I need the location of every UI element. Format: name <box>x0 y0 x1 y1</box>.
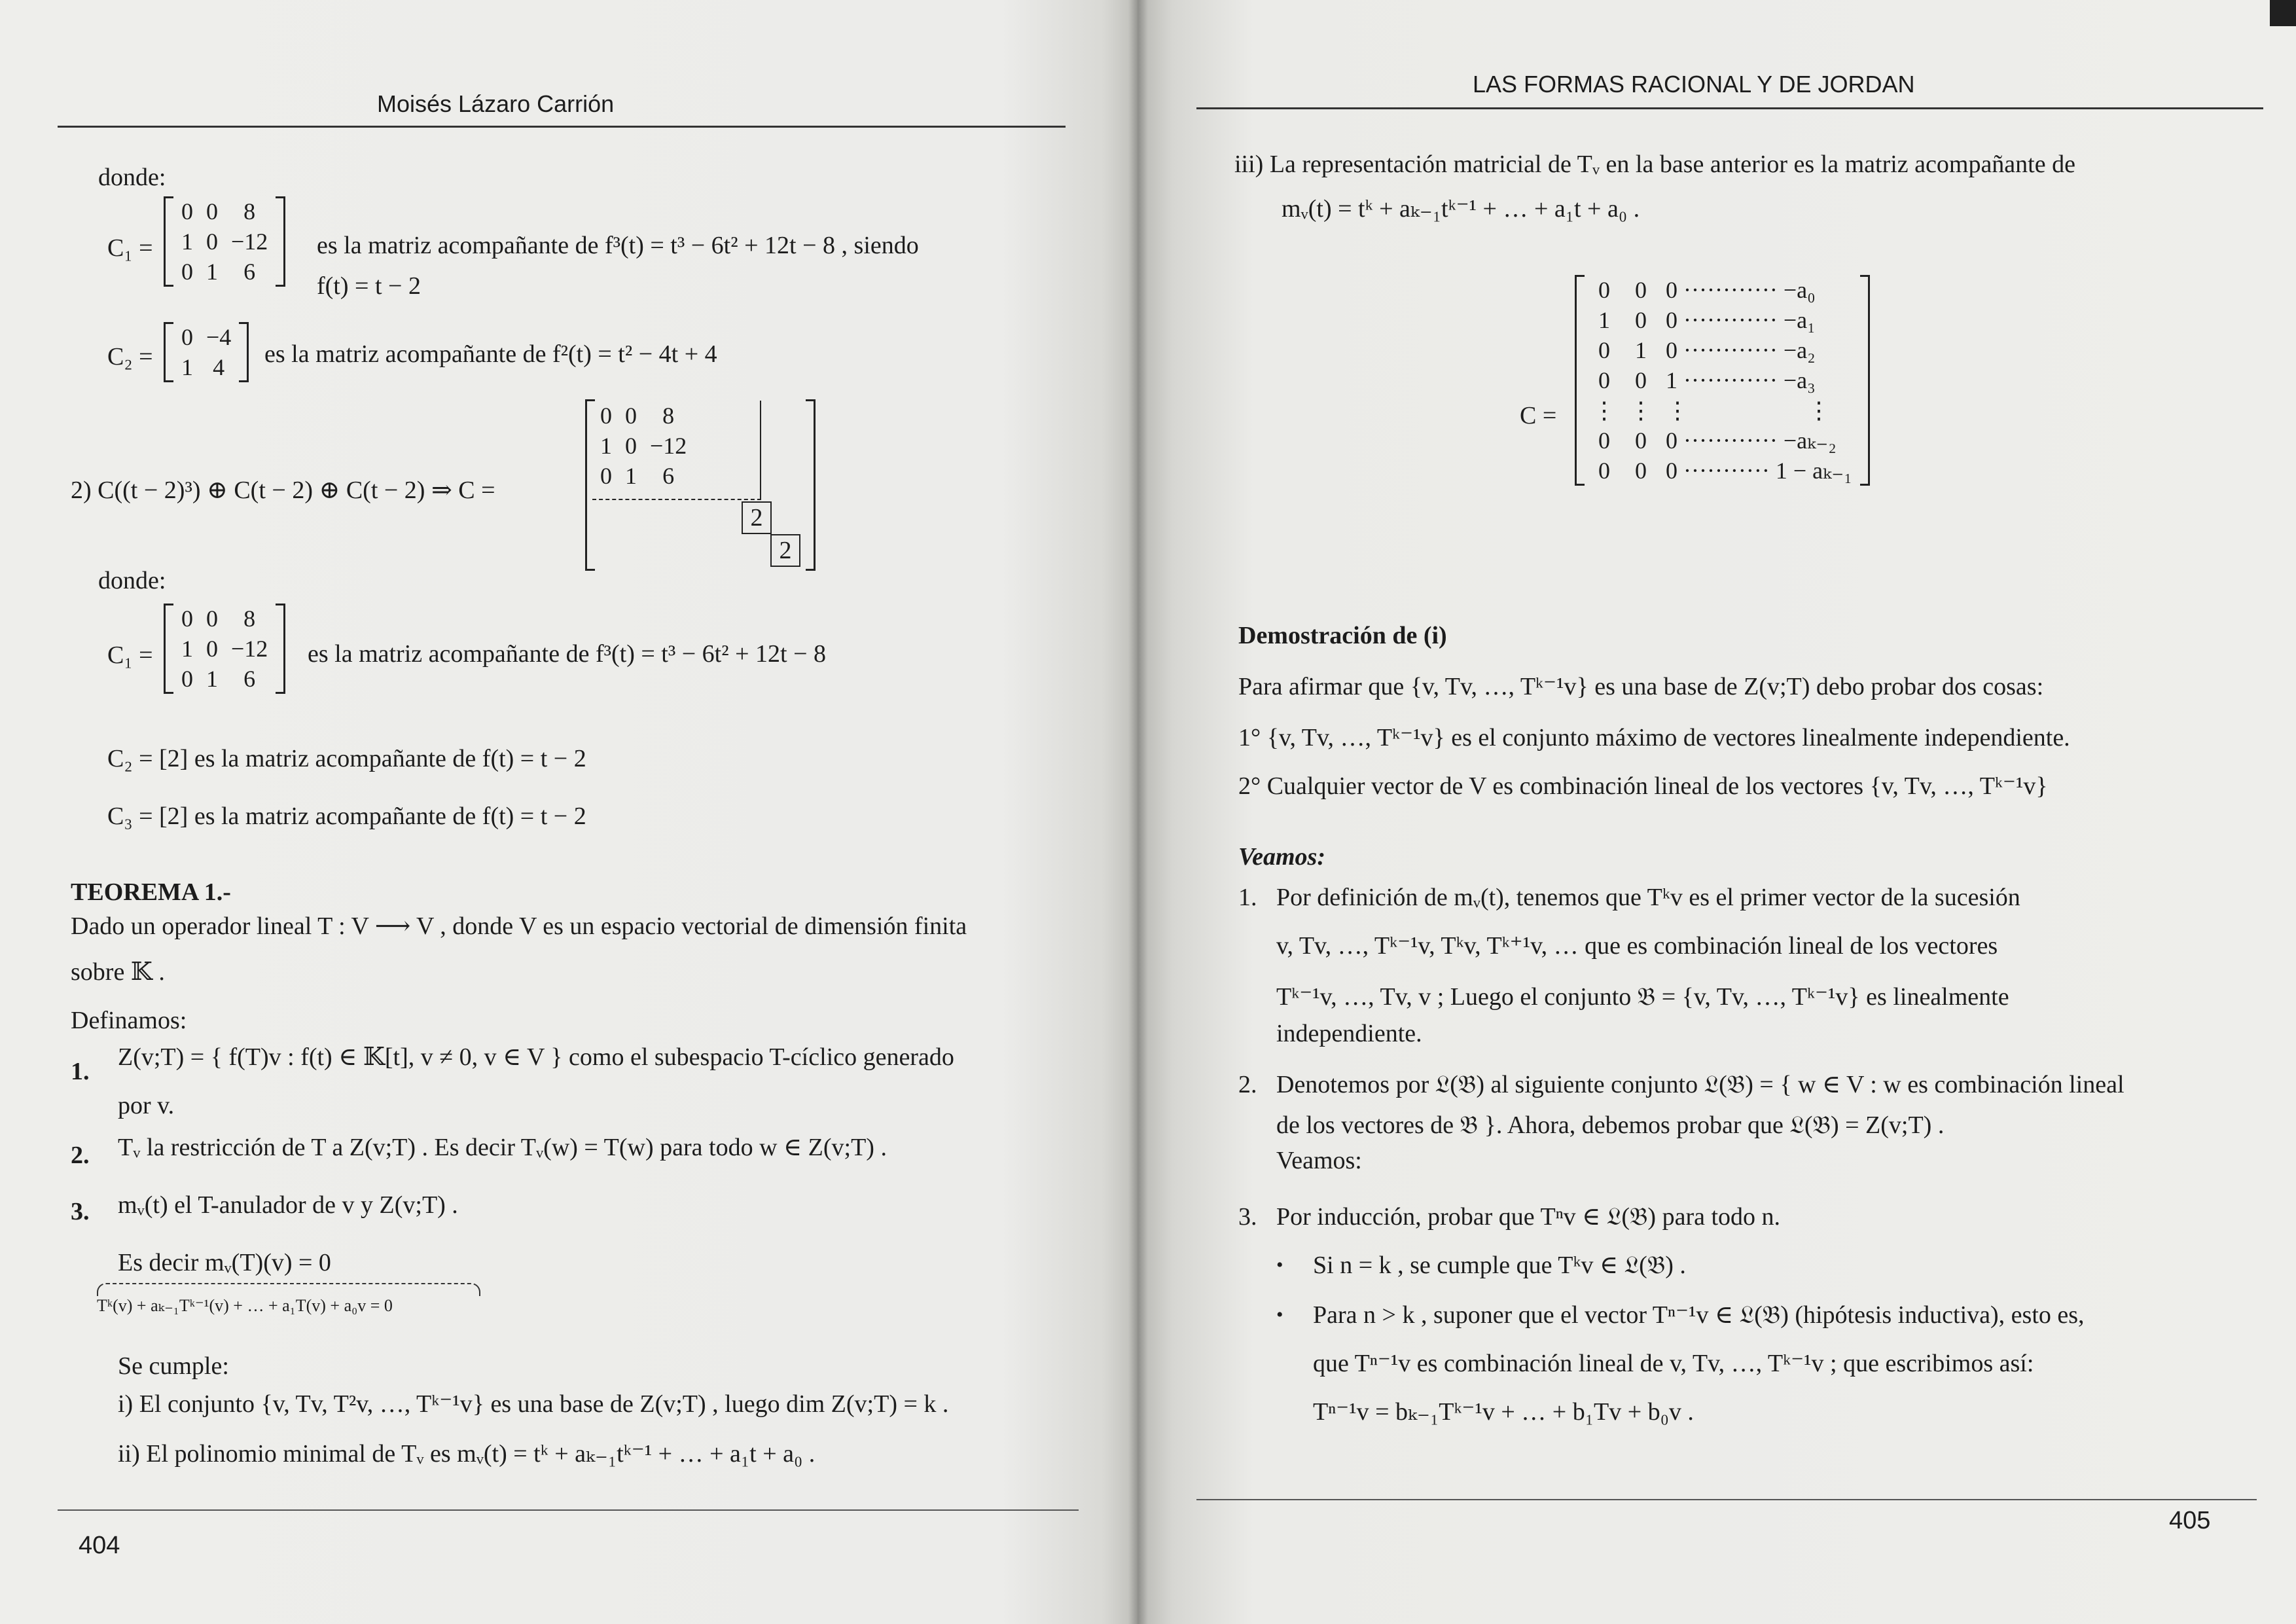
case-n-gt-k-line-3: Tⁿ⁻¹v = bₖ₋₁Tᵏ⁻¹v + … + b₁Tv + b₀v . <box>1313 1398 1694 1426</box>
c3b-line: C₃ = [2] es la matriz acompañante de f(t) = t − 2 <box>107 803 586 830</box>
c1-description: es la matriz acompañante de f³(t) = t³ − 6t² + 12t − 8 , siendo <box>317 232 919 259</box>
bullet-icon: • <box>1276 1254 1283 1276</box>
c1b-description: es la matriz acompañante de f³(t) = t³ − 6t² + 12t − 8 <box>308 640 827 668</box>
point-2-number: 2. <box>1238 1071 1257 1098</box>
companion-matrix-label: C = <box>1520 402 1557 429</box>
companion-matrix: 0 0 0 ············ −a₀ 1 0 0 ············ −a₁ 0 1 0 ············ −a₂ 0 0 1 ············ −a₃ ⋮ ⋮ ⋮ ⋮ 0 0 0 ············ −aₖ₋₂ 0 0 0 ··········· 1 − aₖ₋₁ <box>1575 275 1870 486</box>
property-ii: ii) El polinomio minimal de Tᵥ es mᵥ(t) = tᵏ + aₖ₋₁tᵏ⁻¹ + … + a₁t + a₀ . <box>118 1440 816 1468</box>
item-2-direct-sum: 2) C((t − 2)³) ⊕ C(t − 2) ⊕ C(t − 2) ⇒ C = <box>71 477 495 504</box>
def-2: Tᵥ la restricción de T a Z(v;T) . Es decir Tᵥ(w) = T(w) para todo w ∈ Z(v;T) . <box>118 1134 887 1161</box>
right-page <box>1138 0 2296 1624</box>
annihilator-equation: Tᵏ(v) + aₖ₋₁Tᵏ⁻¹(v) + … + a₁T(v) + a₀v = 0 <box>97 1296 393 1315</box>
c2b-line: C₂ = [2] es la matriz acompañante de f(t) = t − 2 <box>107 745 586 772</box>
block-diagonal-matrix: 0 0 8 1 0 −12 0 1 6 2 2 <box>585 399 816 571</box>
se-cumple-label: Se cumple: <box>118 1352 229 1380</box>
point-1-line-3: Tᵏ⁻¹v, …, Tv, v ; Luego el conjunto 𝔅 = {v, Tv, …, Tᵏ⁻¹v} es linealmente <box>1276 983 2009 1011</box>
footer-rule <box>58 1509 1079 1511</box>
footer-rule <box>1196 1499 2257 1500</box>
running-header: LAS FORMAS RACIONAL Y DE JORDAN <box>1473 71 1915 98</box>
veamos-label: Veamos: <box>1238 843 1325 871</box>
def-3-number: 3. <box>71 1198 90 1225</box>
def-2-number: 2. <box>71 1142 90 1169</box>
point-1-number: 1. <box>1238 884 1257 911</box>
point-2-line-1: Denotemos por 𝔏(𝔅) al siguiente conjunto 𝔏(𝔅) = { w ∈ V : w es combinación lineal <box>1276 1071 2125 1098</box>
point-2-line-2: de los vectores de 𝔅 }. Ahora, debemos probar que 𝔏(𝔅) = Z(v;T) . <box>1276 1111 1945 1139</box>
requirement-2: 2° Cualquier vector de V es combinación lineal de los vectores {v, Tv, …, Tᵏ⁻¹v} <box>1238 772 2048 800</box>
c2-description: es la matriz acompañante de f²(t) = t² − 4t + 4 <box>264 340 717 368</box>
c1-description-cont: f(t) = t − 2 <box>317 272 421 300</box>
property-i: i) El conjunto {v, Tv, T²v, …, Tᵏ⁻¹v} es una base de Z(v;T) , luego dim Z(v;T) = k . <box>118 1390 949 1418</box>
page-number: 405 <box>2169 1507 2211 1534</box>
case-n-gt-k-line-2: que Tⁿ⁻¹v es combinación lineal de v, Tv, …, Tᵏ⁻¹v ; que escribimos así: <box>1313 1350 2034 1377</box>
header-rule <box>1196 107 2263 109</box>
page-number: 404 <box>79 1532 120 1559</box>
scan-corner <box>2270 0 2296 26</box>
point-3-line-1: Por inducción, probar que Tⁿv ∈ 𝔏(𝔅) para todo n. <box>1276 1203 1781 1231</box>
case-n-gt-k-line-1: Para n > k , suponer que el vector Tⁿ⁻¹v ∈ 𝔏(𝔅) (hipótesis inductiva), esto es, <box>1313 1301 2085 1329</box>
es-decir-line: Es decir mᵥ(T)(v) = 0 <box>118 1249 331 1276</box>
case-n-equals-k: Si n = k , se cumple que Tᵏv ∈ 𝔏(𝔅) . <box>1313 1252 1686 1279</box>
theorem-line-2: sobre 𝕂 . <box>71 958 165 986</box>
block-entry: 2 <box>770 534 800 567</box>
point-1-line-2: v, Tv, …, Tᵏ⁻¹v, Tᵏv, Tᵏ⁺¹v, … que es combinación lineal de los vectores <box>1276 932 1998 960</box>
def-1: Z(v;T) = { f(T)v : f(t) ∈ 𝕂[t], v ≠ 0, v ∈ V } como el subespacio T-cíclico generado <box>118 1043 954 1071</box>
book-gutter <box>1128 0 1148 1624</box>
block-separator <box>592 499 761 500</box>
block-entry: 2 <box>742 501 772 534</box>
c1-label: C₁ = <box>107 234 153 262</box>
requirement-1: 1° {v, Tv, …, Tᵏ⁻¹v} es el conjunto máximo de vectores linealmente independiente. <box>1238 724 2070 751</box>
point-1-line-4: independiente. <box>1276 1020 1422 1047</box>
left-page <box>0 0 1138 1624</box>
def-3: mᵥ(t) el T-anulador de v y Z(v;T) . <box>118 1191 458 1219</box>
donde-label-2: donde: <box>98 567 166 594</box>
theorem-line-1: Dado un operador lineal T : V ⟶ V , donde V es un espacio vectorial de dimensión finita <box>71 912 967 940</box>
iii-line-2: mᵥ(t) = tᵏ + aₖ₋₁tᵏ⁻¹ + … + a₁t + a₀ . <box>1282 195 1640 223</box>
underbrace <box>97 1283 480 1296</box>
donde-label: donde: <box>98 164 166 191</box>
bullet-icon: • <box>1276 1304 1283 1326</box>
definamos-label: Definamos: <box>71 1007 187 1034</box>
block-separator <box>760 401 761 499</box>
c1b-matrix: 0 0 8 1 0 −12 0 1 6 <box>164 604 285 694</box>
iii-line-1: iii) La representación matricial de Tᵥ en la base anterior es la matriz acompañante de <box>1234 151 2075 178</box>
demo-title: Demostración de (i) <box>1238 622 1447 649</box>
def-1-number: 1. <box>71 1058 90 1085</box>
running-header: Moisés Lázaro Carrión <box>377 90 615 117</box>
c2-matrix: 0 −4 1 4 <box>164 322 249 382</box>
c1-matrix: 0 0 8 1 0 −12 0 1 6 <box>164 196 285 287</box>
def-1-cont: por v. <box>118 1092 175 1119</box>
para-afirmar: Para afirmar que {v, Tv, …, Tᵏ⁻¹v} es una base de Z(v;T) debo probar dos cosas: <box>1238 673 2044 700</box>
point-1-line-1: Por definición de mᵥ(t), tenemos que Tᵏv es el primer vector de la sucesión <box>1276 884 2020 911</box>
point-3-number: 3. <box>1238 1203 1257 1231</box>
c2-label: C₂ = <box>107 343 153 370</box>
header-rule <box>58 126 1066 128</box>
theorem-title: TEOREMA 1.- <box>71 878 231 906</box>
c1b-label: C₁ = <box>107 641 153 669</box>
point-2-line-3: Veamos: <box>1276 1147 1362 1174</box>
